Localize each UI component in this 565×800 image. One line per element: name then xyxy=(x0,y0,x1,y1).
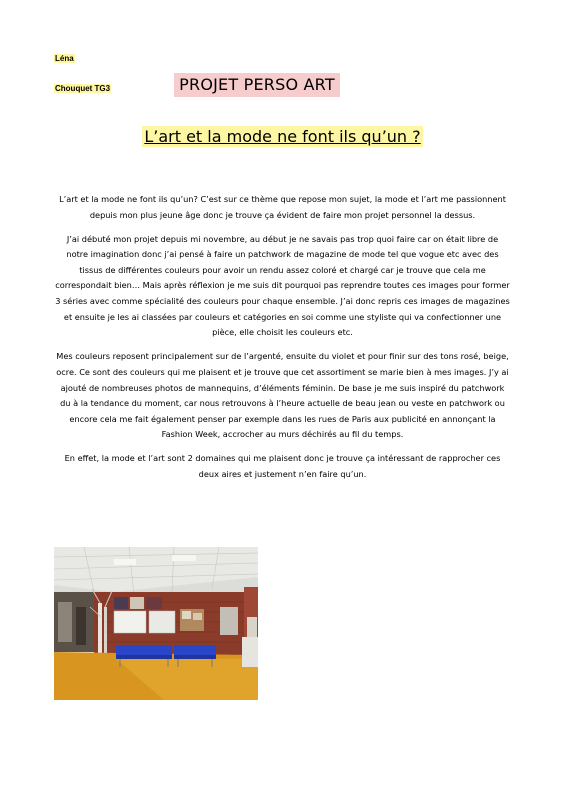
author-first-name: Léna xyxy=(55,54,74,63)
author-last-name-class: Chouquet TG3 xyxy=(55,84,111,93)
paragraph-project-start: J’ai débuté mon projet depuis mi novembre, au début je ne savais pas trop quoi faire car on était libre de notre imagination donc j’ai pensé à faire un patchwork de magazine de mode tel que vogue etc avec des tissus de différentes couleurs pour avoir un rendu assez coloré et chargé car je trouve que cela me correspondait bien… Mais après réflexion je me suis dit pourquoi pas reprendre toutes ces images pour former 3 séries avec comme spécialité des couleurs pour chaque ensemble. J’ai donc repris ces images de magazines et ensuite je les ai classées par couleurs et catégories en soi comme une styliste qui va confectionner une pièce, elle choisit les couleurs etc. xyxy=(55,233,510,338)
main-title: L’art et la mode ne font ils qu’un ? xyxy=(144,127,421,146)
main-title-block xyxy=(0,127,565,146)
paragraph-intro: L’art et la mode ne font ils qu’un? C’est sur ce thème que repose mon sujet, la mode et l’art me passionnent depuis mon plus jeune âge donc je trouve ça évident de faire mon projet personnel la dessus. xyxy=(59,194,506,220)
project-title: PROJET PERSO ART xyxy=(174,73,340,97)
body-text xyxy=(55,192,510,491)
paragraph-colors: Mes couleurs reposent principalement sur de l’argenté, ensuite du violet et pour finir sur des tons rosé, beige, ocre. Ce sont des couleurs qui me plaisent et je trouve que cet assortiment se marie bien à mes images. J’y ai ajouté de nombreuses photos de mannequins, d’éléments féminin. De base je me suis inspiré du patchwork du à la tendance du moment, car nous retrouvons à l’heure actuelle de beau jean ou veste en patchwork ou encore cela me fait également penser par exemple dans les rues de Paris aux publicité en annonçant la Fashion Week, accrocher au murs déchirés au fil du temps. xyxy=(56,351,509,440)
paragraph-conclusion: En effet, la mode et l’art sont 2 domaines qui me plaisent donc je trouve ça intéressant de rapprocher ces deux aires et justement n’en faire qu’un. xyxy=(64,453,501,479)
hallway-photo xyxy=(54,547,258,700)
